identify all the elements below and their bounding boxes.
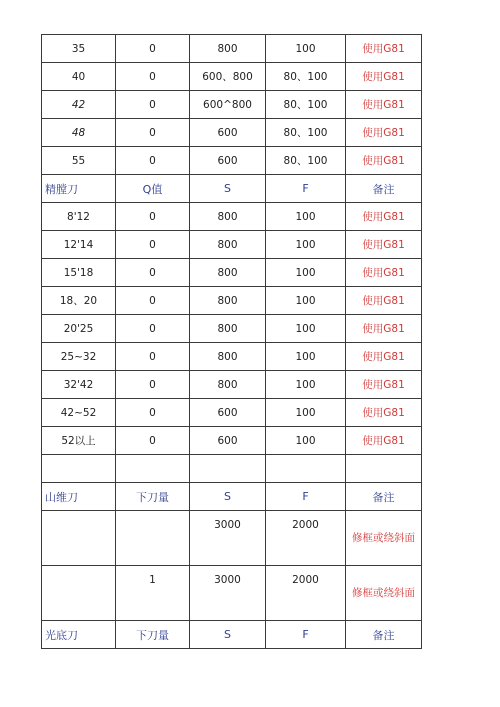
header-note: 备注 — [346, 621, 422, 649]
table-row — [42, 371, 422, 399]
cell-size: 8'12 — [42, 203, 116, 231]
cell-note: 使用G81 — [346, 231, 422, 259]
cell-f: 2000 — [266, 511, 346, 566]
cell-depth — [116, 511, 190, 566]
data-sheet — [41, 34, 421, 649]
header-f: F — [266, 483, 346, 511]
header-depth: 下刀量 — [116, 483, 190, 511]
cell-f: 100 — [266, 259, 346, 287]
cell-size: 40 — [42, 63, 116, 91]
cell-s: 3000 — [190, 511, 266, 566]
table-row — [42, 427, 422, 455]
cell-f: 100 — [266, 203, 346, 231]
cell-f: 100 — [266, 371, 346, 399]
cell-note: 使用G81 — [346, 427, 422, 455]
cell-size: 42~52 — [42, 399, 116, 427]
cell-size: 55 — [42, 147, 116, 175]
cell-s: 600^800 — [190, 91, 266, 119]
cell-s: 800 — [190, 371, 266, 399]
header-s: S — [190, 175, 266, 203]
cell-q: 0 — [116, 147, 190, 175]
cell-f: 80、100 — [266, 147, 346, 175]
cell-s: 600 — [190, 147, 266, 175]
header-tool: 光底刀 — [42, 621, 116, 649]
cell-note: 使用G81 — [346, 35, 422, 63]
cell-f: 100 — [266, 399, 346, 427]
table-row — [42, 315, 422, 343]
cell-q: 0 — [116, 63, 190, 91]
cell-s: 600、800 — [190, 63, 266, 91]
empty-cell — [346, 455, 422, 483]
table-row — [42, 566, 422, 621]
cell-s: 800 — [190, 203, 266, 231]
cell-size: 52以上 — [42, 427, 116, 455]
cell-note: 使用G81 — [346, 119, 422, 147]
cell-s: 800 — [190, 315, 266, 343]
cell-note: 修框或绕斜面 — [346, 566, 422, 621]
cell-size: 20'25 — [42, 315, 116, 343]
cell-f: 100 — [266, 287, 346, 315]
table-row — [42, 259, 422, 287]
header-s: S — [190, 621, 266, 649]
cell-size: 48 — [42, 119, 116, 147]
cell-note: 修框或绕斜面 — [346, 511, 422, 566]
cell-size: 32'42 — [42, 371, 116, 399]
cell-q: 0 — [116, 259, 190, 287]
cell-f: 100 — [266, 427, 346, 455]
cell-note: 使用G81 — [346, 63, 422, 91]
cell-size: 18、20 — [42, 287, 116, 315]
cell-size: 42 — [42, 91, 116, 119]
table-row — [42, 343, 422, 371]
cell-f: 100 — [266, 35, 346, 63]
cell-q: 0 — [116, 343, 190, 371]
blank-row — [42, 455, 422, 483]
cell-q: 0 — [116, 287, 190, 315]
header-f: F — [266, 175, 346, 203]
table-row — [42, 231, 422, 259]
cell-q: 0 — [116, 35, 190, 63]
cell-note: 使用G81 — [346, 371, 422, 399]
cell-s: 800 — [190, 231, 266, 259]
cell-s: 600 — [190, 399, 266, 427]
cell-note: 使用G81 — [346, 399, 422, 427]
cell-q: 0 — [116, 427, 190, 455]
header-depth: 下刀量 — [116, 621, 190, 649]
cell-f: 80、100 — [266, 91, 346, 119]
cell-size: 15'18 — [42, 259, 116, 287]
header-tool: 精膛刀 — [42, 175, 116, 203]
cell-size — [42, 511, 116, 566]
section-header-row — [42, 175, 422, 203]
cell-note: 使用G81 — [346, 315, 422, 343]
empty-cell — [116, 455, 190, 483]
cell-s: 800 — [190, 287, 266, 315]
cell-s: 800 — [190, 259, 266, 287]
cell-depth: 1 — [116, 566, 190, 621]
header-f: F — [266, 621, 346, 649]
cell-f: 100 — [266, 315, 346, 343]
table-row — [42, 203, 422, 231]
table-row — [42, 91, 422, 119]
empty-cell — [266, 455, 346, 483]
cell-f: 80、100 — [266, 63, 346, 91]
cell-size: 25~32 — [42, 343, 116, 371]
cell-q: 0 — [116, 371, 190, 399]
cell-s: 3000 — [190, 566, 266, 621]
cell-note: 使用G81 — [346, 343, 422, 371]
cell-q: 0 — [116, 203, 190, 231]
cell-f: 2000 — [266, 566, 346, 621]
table-row — [42, 35, 422, 63]
empty-cell — [42, 455, 116, 483]
cell-s: 600 — [190, 119, 266, 147]
header-tool: 山维刀 — [42, 483, 116, 511]
table-row — [42, 287, 422, 315]
table-row — [42, 399, 422, 427]
empty-cell — [190, 455, 266, 483]
cell-size: 35 — [42, 35, 116, 63]
cell-f: 100 — [266, 343, 346, 371]
cell-size: 12'14 — [42, 231, 116, 259]
table-row — [42, 63, 422, 91]
cell-note: 使用G81 — [346, 287, 422, 315]
cell-q: 0 — [116, 315, 190, 343]
cell-size — [42, 566, 116, 621]
header-note: 备注 — [346, 483, 422, 511]
cell-s: 800 — [190, 343, 266, 371]
header-s: S — [190, 483, 266, 511]
cell-note: 使用G81 — [346, 259, 422, 287]
cell-f: 80、100 — [266, 119, 346, 147]
cell-q: 0 — [116, 231, 190, 259]
section-header-row — [42, 483, 422, 511]
cell-note: 使用G81 — [346, 147, 422, 175]
section-header-row — [42, 621, 422, 649]
table-row — [42, 511, 422, 566]
cell-q: 0 — [116, 91, 190, 119]
cell-f: 100 — [266, 231, 346, 259]
header-note: 备注 — [346, 175, 422, 203]
cell-s: 600 — [190, 427, 266, 455]
cell-note: 使用G81 — [346, 91, 422, 119]
parameter-table — [41, 34, 422, 649]
cell-s: 800 — [190, 35, 266, 63]
header-q: Q值 — [116, 175, 190, 203]
cell-q: 0 — [116, 399, 190, 427]
table-row — [42, 119, 422, 147]
table-row — [42, 147, 422, 175]
cell-q: 0 — [116, 119, 190, 147]
cell-note: 使用G81 — [346, 203, 422, 231]
